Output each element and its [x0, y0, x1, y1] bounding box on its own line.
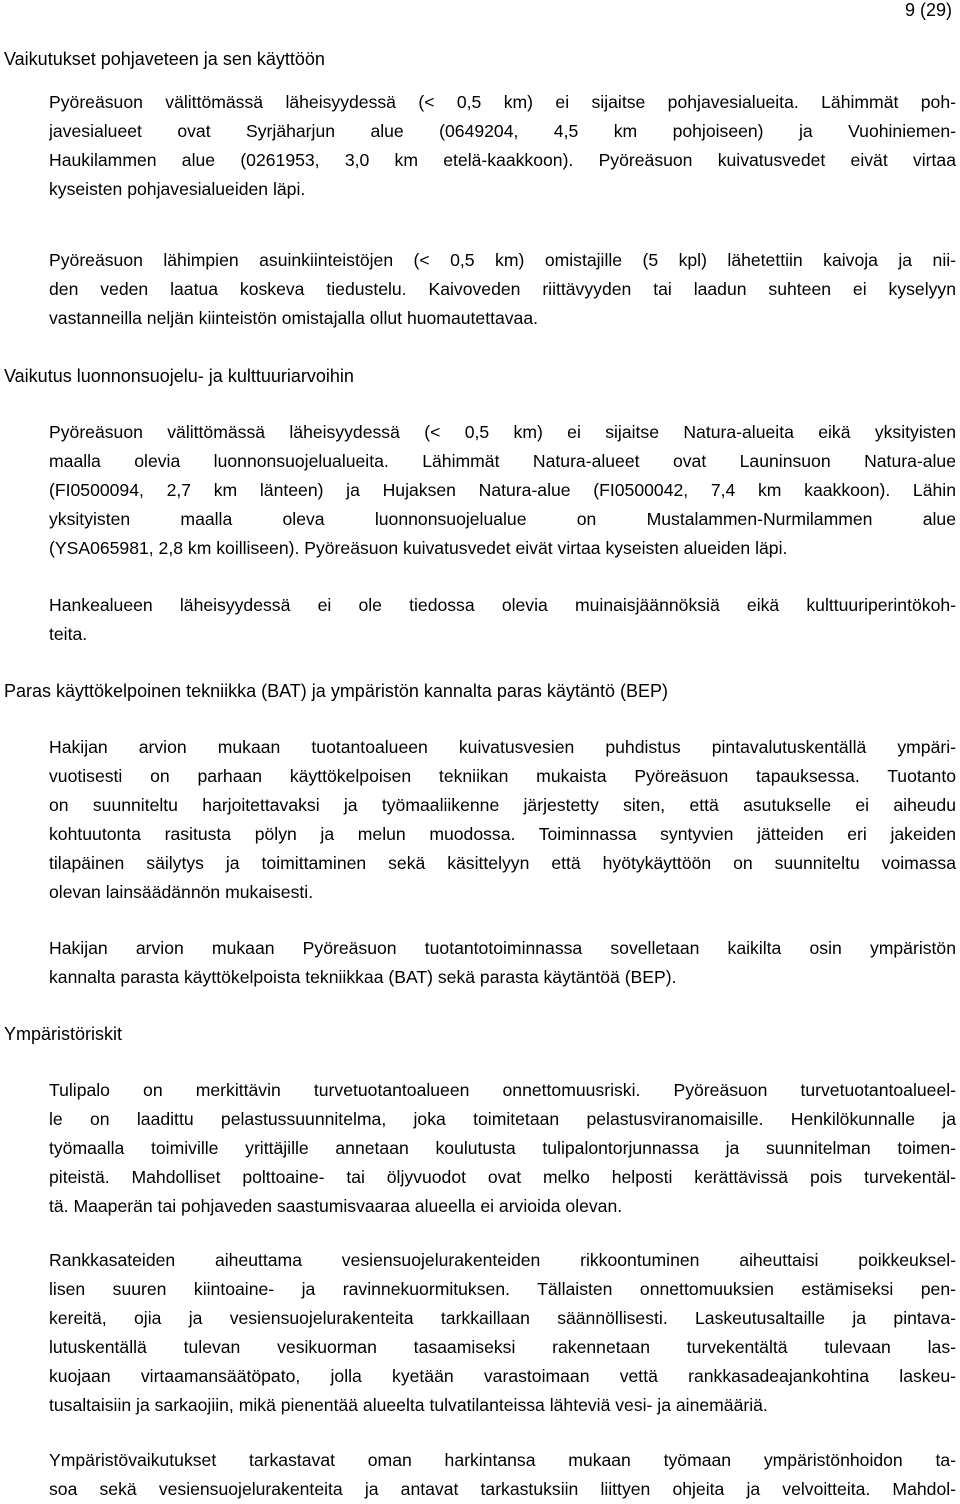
text-line: soa sekä vesiensuojelurakenteita ja antavat tarkastuksiin liittyen ohjeita ja velvoitteita. Mahdol-: [49, 1479, 956, 1499]
text-line: lisen suuren kiintoaine- ja ravinnekuormituksen. Tällaisten onnettomuuksien estämiseksi pen-: [49, 1279, 956, 1299]
text-line: Rankkasateiden aiheuttama vesiensuojelurakenteiden rikkoontuminen aiheuttaisi poikkeuksel-: [49, 1250, 956, 1270]
text-line: vuotisesti on parhaan käyttökelpoisen tekniikan mukaista Pyöreäsuon tapauksessa. Tuotanto: [49, 766, 956, 786]
paragraph-heritage: [49, 591, 956, 649]
text-line: työmaalla toimiville yrittäjille annetaan koulutusta tulipalontorjunnassa ja suunnitelman toimen-: [49, 1138, 956, 1158]
text-line: kohtuutonta rasitusta pölyn ja melun muodossa. Toiminnassa syntyvien jätteiden eri jakeiden: [49, 824, 956, 844]
section-heading-bat-bep: Paras käyttökelpoinen tekniikka (BAT) ja ympäristön kannalta paras käytäntö (BEP): [4, 681, 668, 701]
text-line: Haukilammen alue (0261953, 3,0 km etelä-kaakkoon). Pyöreäsuon kuivatusvedet eivät virtaa: [49, 150, 956, 170]
text-line: Hakijan arvion mukaan Pyöreäsuon tuotantotoiminnassa sovelletaan kaikilta osin ympäristön: [49, 938, 956, 958]
text-line: yksityisten maalla oleva luonnonsuojelualue on Mustalammen-Nurmilammen alue: [49, 509, 956, 529]
paragraph-heavy-rain-risk: [49, 1246, 956, 1420]
text-line: kuojaan virtaamansäätöpato, jolla kyetään varastoimaan vettä rankkasadeajankohtina laskeu-: [49, 1366, 956, 1386]
text-line: le on laadittu pelastussuunnitelma, joka toimitetaan pelastusviranomaisille. Henkilökunnalle ja: [49, 1109, 956, 1129]
paragraph-bat-summary: [49, 934, 956, 992]
text-line: (FI0500094, 2,7 km länteen) ja Hujaksen Natura-alue (FI0500042, 7,4 km kaakkoon). Lähin: [49, 480, 956, 500]
text-line: vastanneilla neljän kiinteistön omistajalla ollut huomautettavaa.: [49, 308, 539, 328]
paragraph-bat-treatment: [49, 733, 956, 907]
section-heading-environmental-risks: Ympäristöriskit: [4, 1024, 123, 1044]
text-line: kyseisten pohjavesialueiden läpi.: [49, 179, 306, 199]
text-line: teita.: [49, 624, 88, 644]
text-line: Hankealueen läheisyydessä ei ole tiedossa olevia muinaisjäännöksiä eikä kulttuuriperintökoh-: [49, 595, 956, 615]
text-line: kannalta parasta käyttökelpoista tekniikkaa (BAT) sekä parasta käytäntöä (BEP).: [49, 967, 677, 987]
section-heading-groundwater: Vaikutukset pohjaveteen ja sen käyttöön: [4, 49, 325, 69]
text-line: olevan lainsäädännön mukaisesti.: [49, 882, 314, 902]
text-line: tusaltaisiin ja sarkaojiin, mikä pienentää alueelta tulvatilanteissa lähteviä vesi- ja ainemääriä.: [49, 1395, 768, 1415]
text-line: Tulipalo on merkittävin turvetuotantoalueen onnettomuusriski. Pyöreäsuon turvetuotantoalueel-: [49, 1080, 956, 1100]
text-line: Pyöreäsuon välittömässä läheisyydessä (< 0,5 km) ei sijaitse pohjavesialueita. Lähimmät poh-: [49, 92, 956, 112]
text-line: on suunniteltu harjoitettavaksi ja työmaaliikenne järjestetty siten, että asutukselle ei aiheudu: [49, 795, 956, 815]
page-number: 9 (29): [904, 0, 952, 20]
text-line: Hakijan arvion mukaan tuotantoalueen kuivatusvesien puhdistus pintavalutuskentällä ympäri-: [49, 737, 956, 757]
text-line: Pyöreäsuon välittömässä läheisyydessä (< 0,5 km) ei sijaitse Natura-alueita eikä yksityisten: [49, 422, 956, 442]
text-line: tä. Maaperän tai pohjaveden saastumisvaaraa alueella ei arvioida olevan.: [49, 1196, 623, 1216]
text-line: piteistä. Mahdolliset polttoaine- tai öljyvuodot ovat melko helposti kerättävissä pois turvekentäl-: [49, 1167, 956, 1187]
paragraph-wells-survey: [49, 246, 956, 333]
paragraph-groundwater-areas: [49, 88, 956, 204]
text-line: lutuskentällä tulevan vesikuorman tasaamiseksi rakennetaan turvekentältä tulevaan las-: [49, 1337, 956, 1357]
text-line: javesialueet ovat Syrjäharjun alue (0649204, 4,5 km pohjoiseen) ja Vuohiniemen-: [49, 121, 956, 141]
text-line: den veden laatua koskeva tiedustelu. Kaivoveden riittävyyden tai laadun suhteen ei kyselyyn: [49, 279, 956, 299]
section-heading-nature-culture: Vaikutus luonnonsuojelu- ja kulttuuriarvoihin: [4, 366, 354, 386]
text-line: (YSA065981, 2,8 km koilliseen). Pyöreäsuon kuivatusvedet eivät virtaa kyseisten alueiden läpi.: [49, 538, 788, 558]
paragraph-fire-risk: [49, 1076, 956, 1221]
text-line: kereitä, ojia ja vesiensuojelurakenteita tarkkaillaan säännöllisesti. Laskeutusaltaille ja pintava-: [49, 1308, 956, 1328]
text-line: maalla olevia luonnonsuojelualueita. Lähimmät Natura-alueet ovat Launinsuon Natura-alue: [49, 451, 956, 471]
paragraph-natura-areas: [49, 418, 956, 563]
text-line: Ympäristövaikutukset tarkastavat oman harkintansa mukaan työmaan ympäristönhoidon ta-: [49, 1450, 956, 1470]
text-line: tilapäinen säilytys ja toimittaminen sekä käsittelyyn että hyötykäyttöön on suunniteltu voimassa: [49, 853, 956, 873]
text-line: Pyöreäsuon lähimpien asuinkiinteistöjen (< 0,5 km) omistajille (5 kpl) lähetettiin kaivoja ja nii-: [49, 250, 956, 270]
paragraph-inspection: [49, 1446, 956, 1504]
